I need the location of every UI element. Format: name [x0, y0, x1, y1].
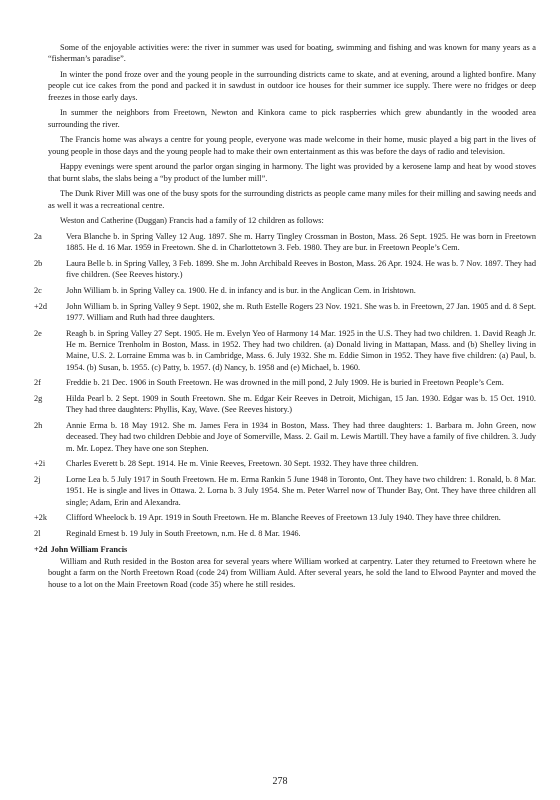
entry-code: 2f [34, 378, 41, 388]
family-entry [34, 301, 536, 324]
family-entry [34, 420, 536, 454]
entry-text: Hilda Pearl b. 2 Sept. 1909 in South Freetown. She m. Edgar Keir Reeves in Detroit, Michigan, 15 Jan. 1930. Edgar was b. 15 Oct. 1910. They had three daughters: Phyllis, Kay, Wave. (See Reeves history.) [66, 394, 536, 415]
family-entry [34, 328, 536, 374]
entry-text: Lorne Lea b. 5 July 1917 in South Freetown. He m. Erma Rankin 5 June 1948 in Toronto, Ont. They have two children: 1. Ronald, b. 8 Mar. 1951. He is single and lives in Ottawa. 2. Lorna b. 3 July 1954. She m. Peter Warrel now of Thunder Bay, Ont. They have three children all single; Adam, Erin and Alexandra. [66, 475, 536, 507]
entry-code: 2c [34, 286, 42, 295]
family-entry [34, 285, 536, 296]
section-code: +2d [34, 544, 48, 554]
entry-code: +2i [34, 459, 46, 469]
family-entry [34, 458, 536, 469]
entry-text: Reagh b. in Spring Valley 27 Sept. 1905. He m. Evelyn Yeo of Harmony 14 Mar. 1925 in the U.S. They had two children. 1. David Reagh Jr. He m. Bernice Trenholm in Boston, Mass. in 1952. They had two children. (a) Donald living in Mattapan, Mass. and (b) Shelley living in Maine, U.S. 2. Lorraine Emma was b. in Cambridge, Mass. 6. July 1932. She m. Eddie Simon in 1952. They have five children: (a) Paul, b. 1954. (b) Susan, b. 1955. (c) Patty, b. 1957. (d) Nancy, b. 1958 and (e) Michael, b. 1960. [66, 328, 536, 372]
paragraph: Weston and Catherine (Duggan) Francis had a family of 12 children as follows: [60, 216, 324, 226]
entry-text: Reginald Ernest b. 19 July in South Freetown, n.m. He d. 8 Mar. 1946. [66, 529, 301, 538]
page-number: 278 [272, 776, 288, 787]
family-entry [34, 474, 536, 508]
entry-code: 2e [34, 328, 42, 338]
page-body [34, 42, 536, 594]
entry-code: 2a [34, 232, 42, 241]
paragraph: The Francis home was always a centre for young people, everyone was made welcome in their home, music played a big part in the lives of young people in those days and the young people had to make their own entertainment as this was before the days of radio and television. [48, 135, 536, 156]
entry-text: Vera Blanche b. in Spring Valley 12 Aug. 1897. She m. Harry Tingley Crossman in Boston, Mass. 26 Sept. 1925. He was born in Freetown 1885. He d. 16 Mar. 1959 in Freetown. She d. in Charlottetown 3. Feb. 1980. They are bur. in Freetown People’s Cem. [66, 232, 536, 253]
family-entry [34, 528, 536, 539]
entry-code: +2d [34, 301, 47, 311]
section-paragraph: William and Ruth resided in the Boston area for several years where William worked at carpentry. Later they returned to Freetown where he bought a farm on the North Freetown Road (code 24) from William Auld. After several years, he sold the land to Elwood Paynter and moved the house to a lot on the Main Freetown Road (code 35) where he still resides. [48, 557, 536, 589]
entry-code: 2b [34, 259, 43, 268]
entry-code: +2k [34, 513, 47, 523]
family-entry [34, 231, 536, 254]
paragraph: In summer the neighbors from Freetown, Newton and Kinkora came to pick raspberries which grew abundantly in the wooded area surrounding the river. [48, 108, 536, 129]
entry-text: John William b. in Spring Valley ca. 1900. He d. in infancy and is bur. in the Anglican Cem. in Irishtown. [66, 286, 416, 295]
section-heading [34, 544, 536, 555]
family-entry [34, 377, 536, 388]
entry-code: 2h [34, 421, 43, 430]
section-title: John William Francis [50, 544, 128, 554]
entry-text: Clifford Wheelock b. 19 Apr. 1919 in South Freetown. He m. Blanche Reeves of Freetown 13 July 1940. They have three children. [66, 513, 501, 523]
entry-code: 2g [34, 394, 43, 403]
paragraph: Happy evenings were spent around the parlor organ singing in harmony. The light was provided by a kerosene lamp and heat by wood stoves that burnt slabs, the slabs being a “by product of the lumber mill”. [48, 162, 536, 183]
entry-text: Charles Everett b. 28 Sept. 1914. He m. Vinie Reeves, Freetown. 30 Sept. 1932. They have three children. [66, 459, 419, 469]
entry-code: 2l [34, 529, 41, 538]
entry-code: 2j [34, 475, 41, 484]
family-entry [34, 393, 536, 416]
entry-text: John William b. in Spring Valley 9 Sept. 1902, she m. Ruth Estelle Rogers 23 Nov. 1921. She was b. in Freetown, 27 Jan. 1905 and d. 8 Sept. 1977. William and Ruth had three daughters. [66, 301, 536, 322]
entry-text: Annie Erma b. 18 May 1912. She m. James Fera in 1934 in Boston, Mass. They had three daughters: 1. Barbara m. John Green, now deceased. They had two children Debbie and Joye of Somerville, Mass. 2. Gail m. Lewis Martill. They have a family of five children. 3. Judy m. Mr. Lopez. They have one son Stephen. [66, 421, 536, 453]
family-entry [34, 258, 536, 281]
entry-text: Laura Belle b. in Spring Valley, 3 Feb. 1899. She m. John Archibald Reeves in Boston, Mass. 26 Apr. 1924. He was b. 7 Nov. 1897. They had five children. (See Reeves history.) [66, 259, 536, 280]
family-entry [34, 512, 536, 523]
entry-text: Freddie b. 21 Dec. 1906 in South Freetown. He was drowned in the mill pond, 2 July 1909. He is buried in Freetown People’s Cem. [66, 378, 504, 388]
paragraph: Some of the enjoyable activities were: the river in summer was used for boating, swimming and fishing and was known for many years as a “fisherman’s paradise”. [48, 43, 536, 64]
paragraph: The Dunk River Mill was one of the busy spots for the surrounding districts as people came many miles for their milling and sawing needs and as well it was a recreational centre. [48, 189, 536, 210]
paragraph: In winter the pond froze over and the young people in the surrounding districts came to skate, and at evening, around a lighted bonfire. Many people cut ice cakes from the pond and packed it in sawdust in outdoor ice houses for their summer ice supply. There were no fridges or deep freezes in those early days. [48, 70, 536, 102]
